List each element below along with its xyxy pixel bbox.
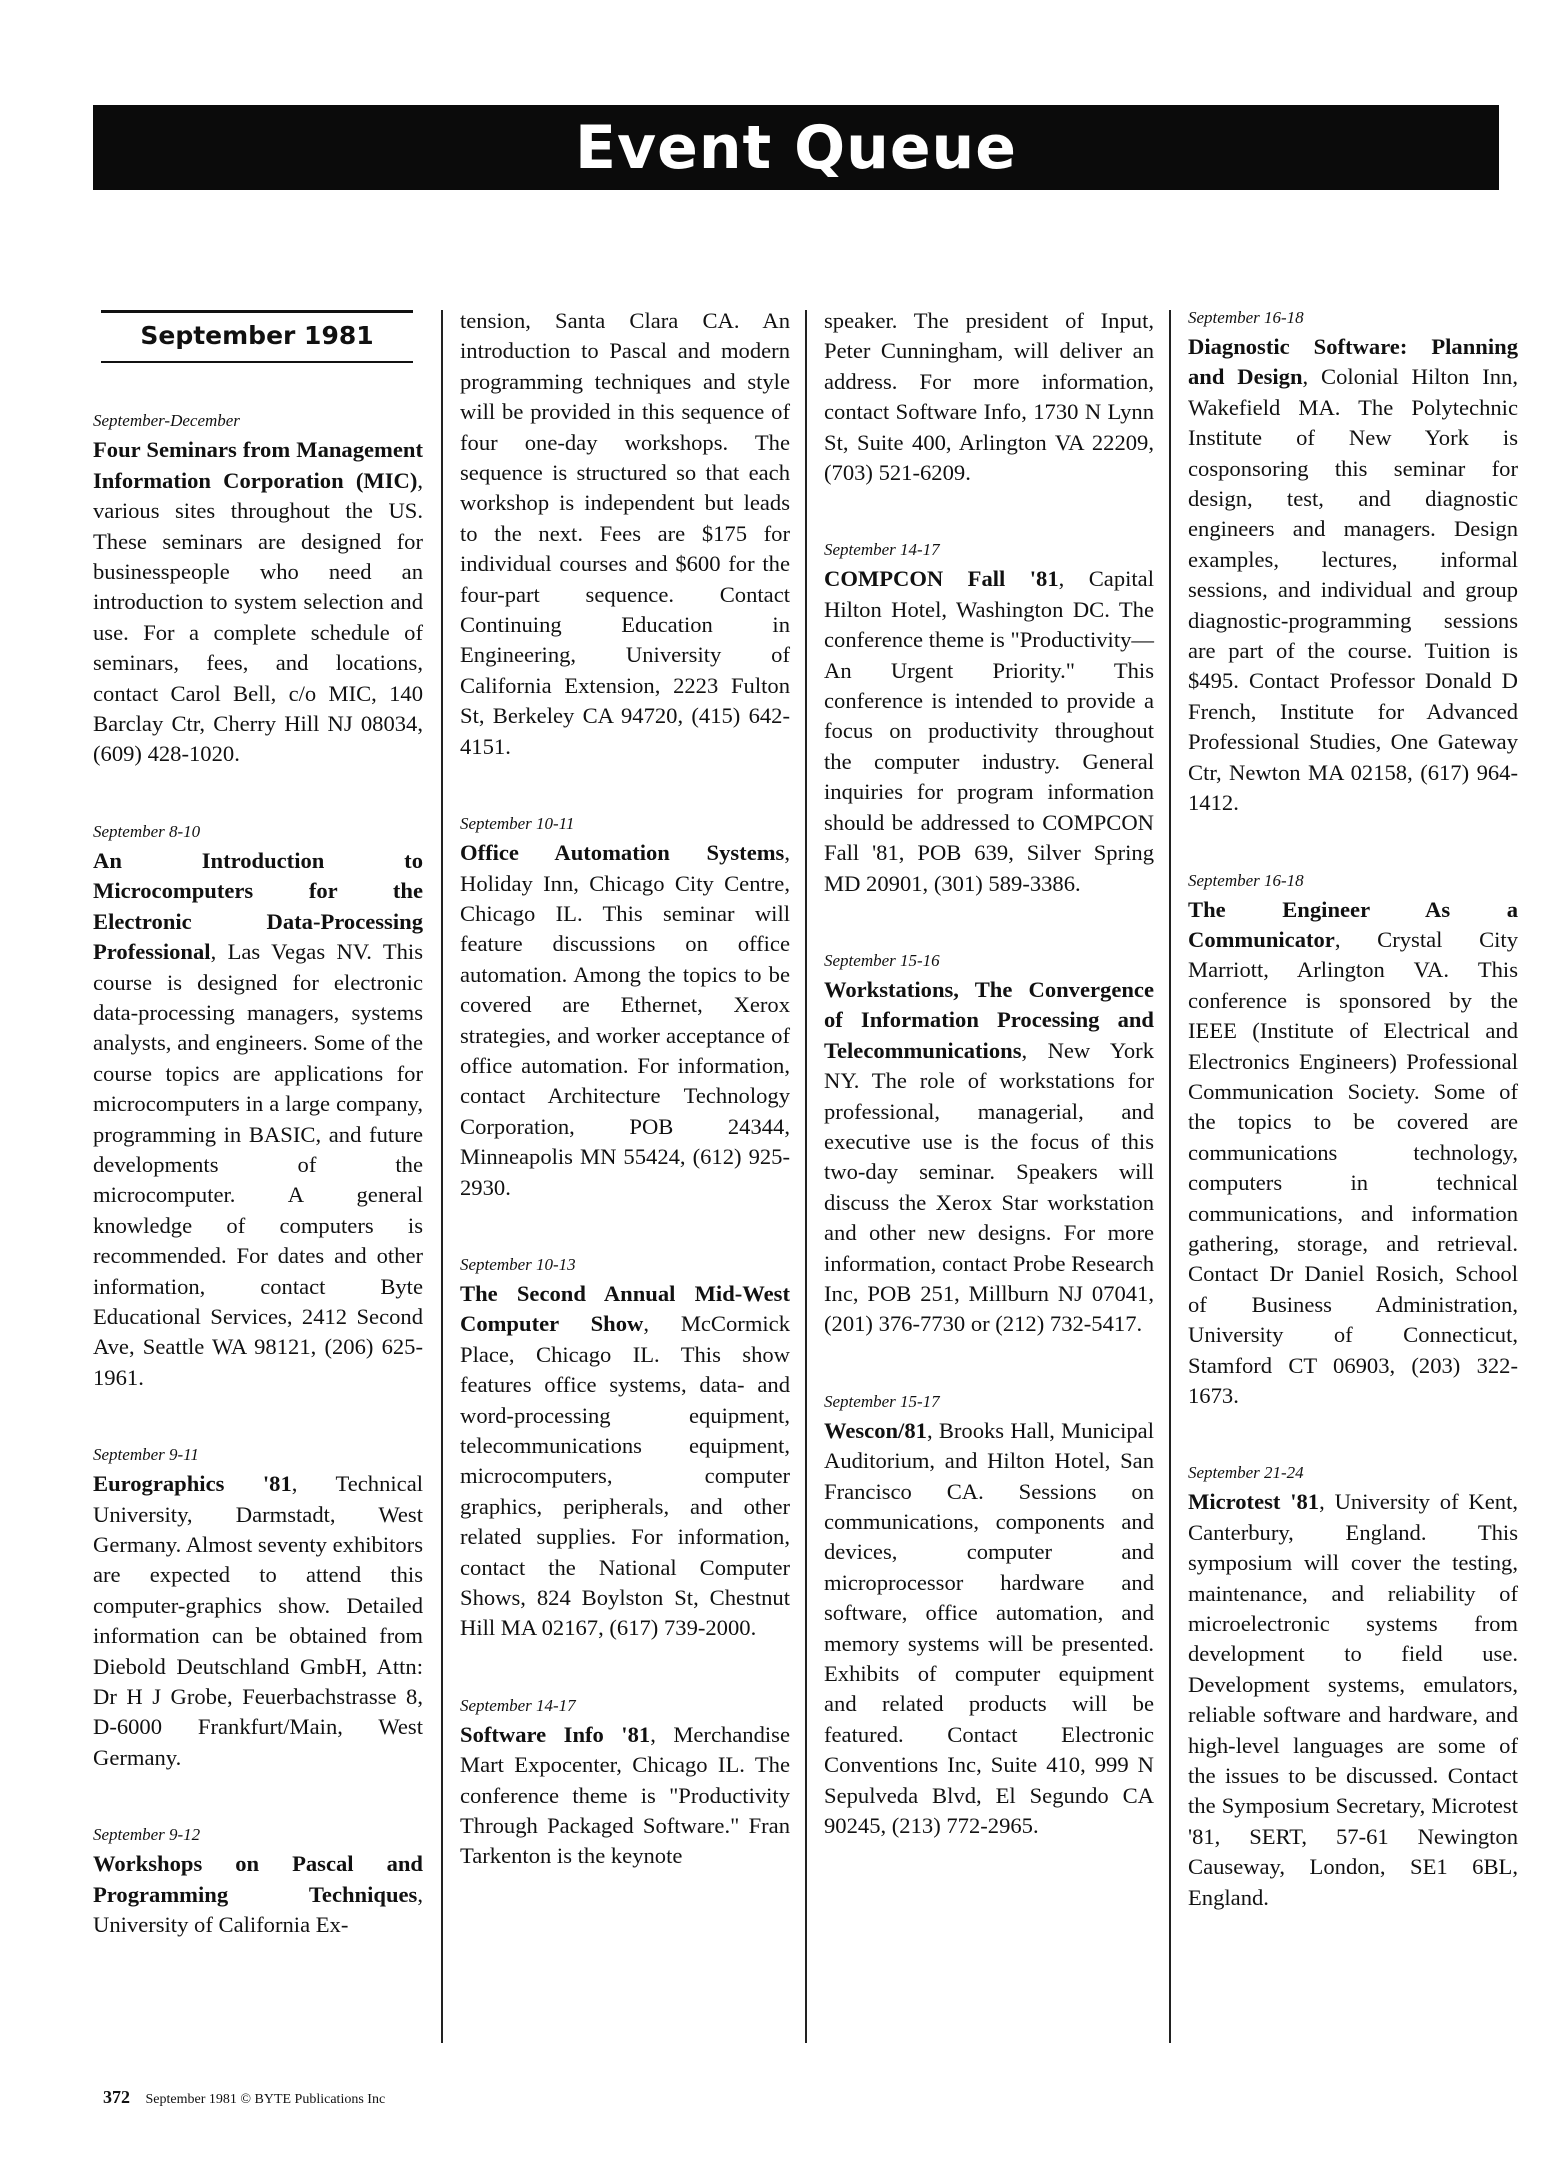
- column-1: [93, 306, 423, 1990]
- event-entry: [460, 1253, 790, 1644]
- event-body: , Crystal City Marriott, Arlington VA. This conference is sponsored by the IEEE (Institute of Electrical and Electronics Engineers) Professional Communication Society. Some of the topics to be covered are communications technology, computers in technical communications, and information gathering, storage, and retrieval. Contact Dr Daniel Rosich, School of Business Administration, University of Connecticut, Stamford CT 06903, (203) 322-1673.: [1188, 926, 1518, 1408]
- event-date: September 10-13: [460, 1254, 576, 1274]
- event-entry: [1188, 869, 1518, 1412]
- event-title: Four Seminars from Management Information Corporation (MIC): [93, 437, 423, 493]
- continued-text: speaker. The president of Input, Peter Cunningham, will deliver an address. For more information, contact Software Info, 1730 N Lynn St, Suite 400, Arlington VA 22209, (703) 521-6209.: [824, 308, 1154, 486]
- event-date: September 9-11: [93, 1445, 199, 1465]
- event-date: September 14-17: [824, 540, 940, 560]
- event-title: The Second Annual Mid-West Computer Show: [460, 1280, 790, 1337]
- event-entry: [93, 820, 423, 1393]
- event-body: , Merchandise Mart Expocenter, Chicago IL. The conference theme is "Productivity Through Packaged Software." Fran Tarkenton is the keynote: [460, 1721, 790, 1869]
- event-date: September 8-10: [93, 821, 201, 841]
- event-entry: [824, 949, 1154, 1340]
- event-title: An Introduction to Microcomputers for the Electronic Data-Processing Professional: [93, 847, 423, 965]
- event-date: September 10-11: [460, 814, 575, 834]
- event-title: Diagnostic Software: Planning and Design: [1188, 334, 1518, 390]
- event-entry: [93, 1443, 423, 1773]
- page-title: Event Queue: [575, 112, 1017, 183]
- column-divider: [805, 310, 807, 2043]
- event-entry: [1188, 306, 1518, 819]
- event-body: , Brooks Hall, Municipal Auditorium, and Hilton Hotel, San Francisco CA. Sessions on communications, components and devices, computer and microprocessor hardware and software, office automation, and memory systems will be presented. Exhibits of computer equipment and related products will be featured. Contact Electronic Conventions Inc, Suite 410, 999 N Sepulveda Blvd, El Segundo CA 90245, (213) 772-2965.: [824, 1417, 1154, 1839]
- event-body: , University of California Ex-: [93, 1881, 423, 1938]
- event-body: , Las Vegas NV. This course is designed for electronic data-processing managers, systems analysts, and engineers. Some of the course topics are applications for microcomputers in a large company, programming in BASIC, and future developments of the microcomputer. A general knowledge of computers is recommended. For dates and other information, contact Byte Educational Services, 2412 Second Ave, Seattle WA 98121, (206) 625-1961.: [93, 939, 423, 1390]
- event-date: September 21-24: [1188, 1463, 1304, 1483]
- event-date: September 14-17: [460, 1695, 576, 1715]
- event-title: Office Automation Systems: [460, 840, 785, 866]
- page-number: 372: [103, 2087, 130, 2107]
- event-title: The Engineer As a Communicator: [1188, 896, 1518, 952]
- event-body: , University of Kent, Canterbury, England. This symposium will cover the testing, maintenance, and reliability of microelectronic systems from development to field use. Development systems, emulators, reliable software and hardware, and high-level languages are some of the issues to be discussed. Contact the Symposium Secretary, Microtest '81, SERT, 57-61 Newington Causeway, London, SE1 6BL, England.: [1188, 1489, 1518, 1910]
- event-body: , New York NY. The role of workstations for professional, managerial, and executive use is the focus of this two-day seminar. Speakers will discuss the Xerox Star workstation and other new designs. For more information, contact Probe Research Inc, POB 251, Millburn NJ 07041, (201) 376-7730 or (212) 732-5417.: [824, 1037, 1155, 1337]
- event-entry: [1188, 1461, 1518, 1913]
- event-date: September 9-12: [93, 1825, 201, 1845]
- event-date: September 15-16: [824, 950, 940, 970]
- column-divider: [441, 310, 443, 2043]
- event-body: , various sites throughout the US. These seminars are designed for businesspeople who need an introduction to system selection and use. For a complete schedule of seminars, fees, and locations, contact Carol Bell, c/o MIC, 140 Barclay Ctr, Cherry Hill NJ 08034, (609) 428-1020.: [93, 467, 423, 767]
- event-date: September 16-18: [1188, 870, 1304, 890]
- month-heading: September 1981: [101, 310, 413, 363]
- event-date: September 16-18: [1188, 308, 1304, 327]
- event-entry: [824, 1390, 1154, 1842]
- event-body: , Colonial Hilton Inn, Wakefield MA. The Polytechnic Institute of New York is cosponsoring this seminar for design, test, and diagnostic engineers and managers. Design examples, lectures, informal sessions, and individual and group diagnostic-programming sessions are part of the course. Tuition is $495. Contact Professor Donald D French, Institute for Advanced Professional Studies, One Gateway Ctr, Newton MA 02158, (617) 964-1412.: [1188, 364, 1518, 816]
- event-entry: [460, 1694, 790, 1872]
- event-body: , McCormick Place, Chicago IL. This show features office systems, data- and word-processing equipment, telecommunications equipment, microcomputers, computer graphics, peripherals, and other related supplies. For information, contact the National Computer Shows, 824 Boylston St, Chestnut Hill MA 02167, (617) 739-2000.: [460, 1311, 790, 1641]
- event-title: Workstations, The Convergence of Information Processing and Telecommunications: [824, 976, 1154, 1063]
- page-footer: [103, 2087, 385, 2108]
- column-divider: [1169, 310, 1171, 2043]
- event-title: Microtest '81: [1188, 1489, 1320, 1515]
- event-title: Eurographics '81: [93, 1471, 292, 1497]
- footer-text: September 1981 © BYTE Publications Inc: [145, 2092, 386, 2107]
- continued-text: tension, Santa Clara CA. An introduction to Pascal and modern programming techniques and style will be provided in this sequence of four one-day workshops. The sequence is structured so that each workshop is independent but leads to the next. Fees are $175 for individual courses and $600 for the four-part sequence. Contact Continuing Education in Engineering, University of California Extension, 2223 Fulton St, Berkeley CA 94720, (415) 642-4151.: [460, 308, 790, 759]
- column-3: [824, 306, 1154, 1891]
- event-title: Software Info '81: [460, 1721, 651, 1747]
- header-banner: [93, 105, 1499, 190]
- event-title: Workshops on Pascal and Programming Techniques: [93, 1851, 423, 1907]
- event-body: , Holiday Inn, Chicago City Centre, Chicago IL. This seminar will feature discussions on office automation. Among the topics to be covered are Ethernet, Xerox strategies, and worker acceptance of office automation. For information, contact Architecture Technology Corporation, POB 24344, Minneapolis MN 55424, (612) 925-2930.: [460, 840, 790, 1200]
- event-date: September-December: [93, 411, 240, 431]
- event-body: , Technical University, Darmstadt, West Germany. Almost seventy exhibitors are expected to attend this computer-graphics show. Detailed information can be obtained from Diebold Deutschland GmbH, Attn: Dr H J Grobe, Feuerbachstrasse 8, D-6000 Frankfurt/Main, West Germany.: [93, 1471, 423, 1770]
- column-2: [460, 306, 790, 1922]
- event-entry: [93, 409, 423, 769]
- event-title: COMPCON Fall '81: [824, 566, 1059, 592]
- event-date: September 15-17: [824, 1391, 940, 1411]
- event-body: , Capital Hilton Hotel, Washington DC. The conference theme is "Productivity—An Urgent Priority." This conference is intended to provide a focus on productivity throughout the computer industry. General inquiries for program information should be addressed to COMPCON Fall '81, POB 639, Silver Spring MD 20901, (301) 589-3386.: [824, 566, 1154, 896]
- event-entry: [93, 1823, 423, 1940]
- event-title: Wescon/81: [824, 1417, 927, 1443]
- event-entry: [824, 538, 1154, 898]
- column-4: [1188, 306, 1518, 1963]
- event-entry: [460, 812, 790, 1203]
